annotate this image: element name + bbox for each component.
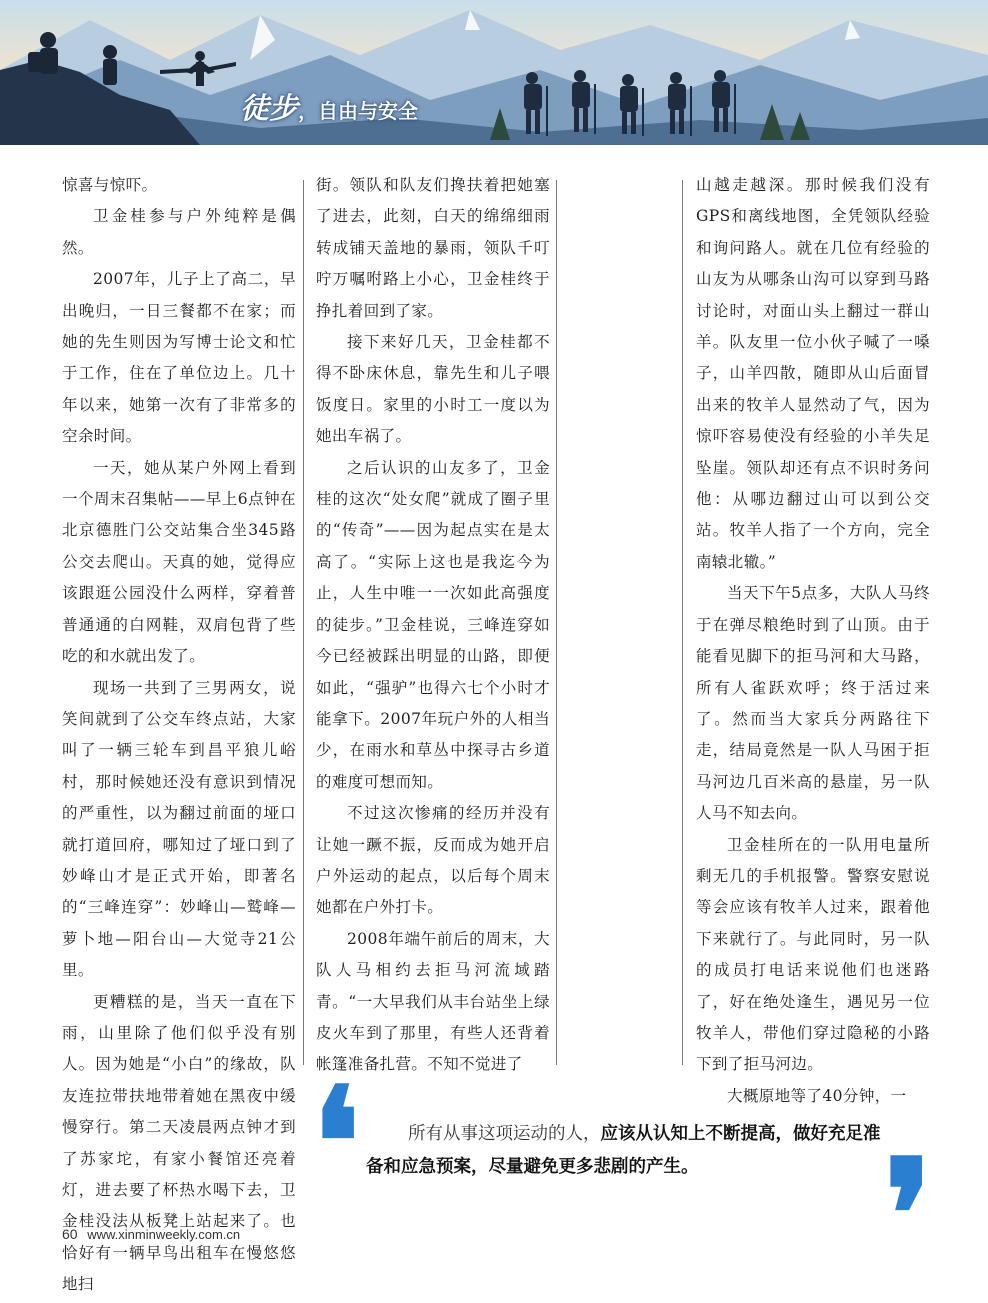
article-column-2 — [316, 170, 550, 1081]
paragraph: 一天，她从某户外网上看到一个周末召集帖——早上6点钟在北京德胜门公交站集合坐345路公交去爬山。天真的她，觉得应该跟逛公园没什么两样，穿着普普通通的白网鞋，双肩包背了些吃的和水就出发了。 — [62, 458, 296, 666]
paragraph: 接下来好几天，卫金桂都不得不卧床休息，靠先生和儿子喂饭度日。家里的小时工一度以为她出车祸了。 — [316, 333, 550, 446]
section-title — [240, 86, 418, 127]
paragraph: 卫金桂所在的一队用电量所剩无几的手机报警。警察安慰说等会应该有牧羊人过来，跟着他下来就行了。与此同时，另一队的成员打电话来说他们也迷路了，好在绝处逢生，遇见另一位牧羊人，带他们穿过隐秘的小路下到了拒马河边。 — [696, 835, 930, 1074]
open-quote-icon: ❛ — [312, 1055, 361, 1231]
paragraph: 当天下午5点多，大队人马终于在弹尽粮绝时到了山顶。由于能看见脚下的拒马河和大马路，所有人雀跃欢呼；终于活过来了。然而当大家兵分两路往下走，结局竟然是一队人马困于拒马河边几百米高的悬崖，另一队人马不知去向。 — [696, 584, 930, 823]
paragraph: 大概原地等了40分钟，一 — [727, 1086, 907, 1105]
paragraph: 2007年，儿子上了高二，早出晚归，一日三餐都不在家；而她的先生则因为写博士论文和忙于工作，住在了单位边上。几十年以来，她第一次有了非常多的空余时间。 — [62, 270, 296, 446]
paragraph: 卫金桂参与户外纯粹是偶然。 — [62, 207, 296, 257]
mountain-illustration — [0, 0, 988, 145]
header-banner — [0, 0, 988, 145]
pull-quote-emphasis: 应该从认知上不断提高，做好充足准备和应急预案，尽量避免更多悲剧的产生。 — [366, 1124, 881, 1177]
close-quote-icon: ❜ — [884, 1127, 933, 1303]
page-footer — [62, 1226, 240, 1242]
section-title-main: 徒步 — [240, 91, 299, 125]
section-title-sub: ，自由与安全 — [298, 99, 419, 123]
site-url: www.xinminweekly.com.cn — [87, 1227, 241, 1242]
column-divider — [303, 180, 304, 1065]
paragraph: 山越走越深。那时候我们没有GPS和离线地图，全凭领队经验和询问路人。就在几位有经验的山友为从哪条山沟可以穿到马路讨论时，对面山头上翻过一群山羊。队友里一位小伙子喊了一嗓子，山羊四散，随即从山后面冒出来的牧羊人显然动了气，因为惊吓容易使没有经验的小羊失足坠崖。领队却还有点不识时务问他：从哪边翻过山可以到公交站。牧羊人指了一个方向，完全南辕北辙。” — [696, 176, 930, 571]
paragraph: 之后认识的山友多了，卫金桂的这次“处女爬”就成了圈子里的“传奇”——因为起点实在是太高了。“实际上这也是我迄今为止，人生中唯一一次如此高强度的徒步。”卫金桂说，三峰连穿如今已经被踩出明显的山路，即便如此，“强驴”也得六七个小时才能拿下。2007年玩户外的人相当少，在雨水和草丛中探寻古乡道的难度可想而知。 — [316, 458, 550, 791]
column-divider — [682, 180, 683, 1065]
paragraph: 街。领队和队友们搀扶着把她塞了进去，此刻，白天的绵绵细雨转成铺天盖地的暴雨，领队千叮咛万嘱咐路上小心，卫金桂终于挣扎着回到了家。 — [316, 176, 550, 320]
article-column-1 — [62, 170, 296, 1301]
pull-quote — [366, 1118, 886, 1184]
paragraph: 惊喜与惊吓。 — [62, 176, 158, 194]
page-number: 60 — [62, 1226, 78, 1242]
paragraph: 不过这次惨痛的经历并没有让她一蹶不振，反而成为她开启户外运动的起点，以后每个周末她都在户外打卡。 — [316, 804, 550, 917]
article-column-3 — [696, 170, 930, 1112]
column-divider — [556, 180, 557, 1065]
pull-quote-lead: 所有从事这项运动的人， — [408, 1124, 601, 1144]
paragraph: 2008年端午前后的周末，大队人马相约去拒马河流域踏青。“一大早我们从丰台站坐上绿皮火车到了那里，有些人还背着帐篷准备扎营。不知不觉进了 — [316, 929, 550, 1074]
paragraph: 现场一共到了三男两女，说笑间就到了公交车终点站，大家叫了一辆三轮车到昌平狼儿峪村，那时候她还没有意识到情况的严重性，以为翻过前面的垭口就打道回府，哪知过了垭口到了妙峰山才是正式开始，即著名的“三峰连穿”：妙峰山—鹫峰—萝卜地—阳台山—大觉寺21公里。 — [62, 678, 296, 980]
paragraph: 更糟糕的是，当天一直在下雨，山里除了他们似乎没有别人。因为她是“小白”的缘故，队友连拉带扶地带着她在黑夜中缓慢穿行。第二天凌晨两点钟才到了苏家坨，有家小餐馆还亮着灯，进去要了杯热水喝下去，卫金桂没法从板凳上站起来了。也恰好有一辆早鸟出租车在慢悠悠地扫 — [62, 992, 296, 1294]
